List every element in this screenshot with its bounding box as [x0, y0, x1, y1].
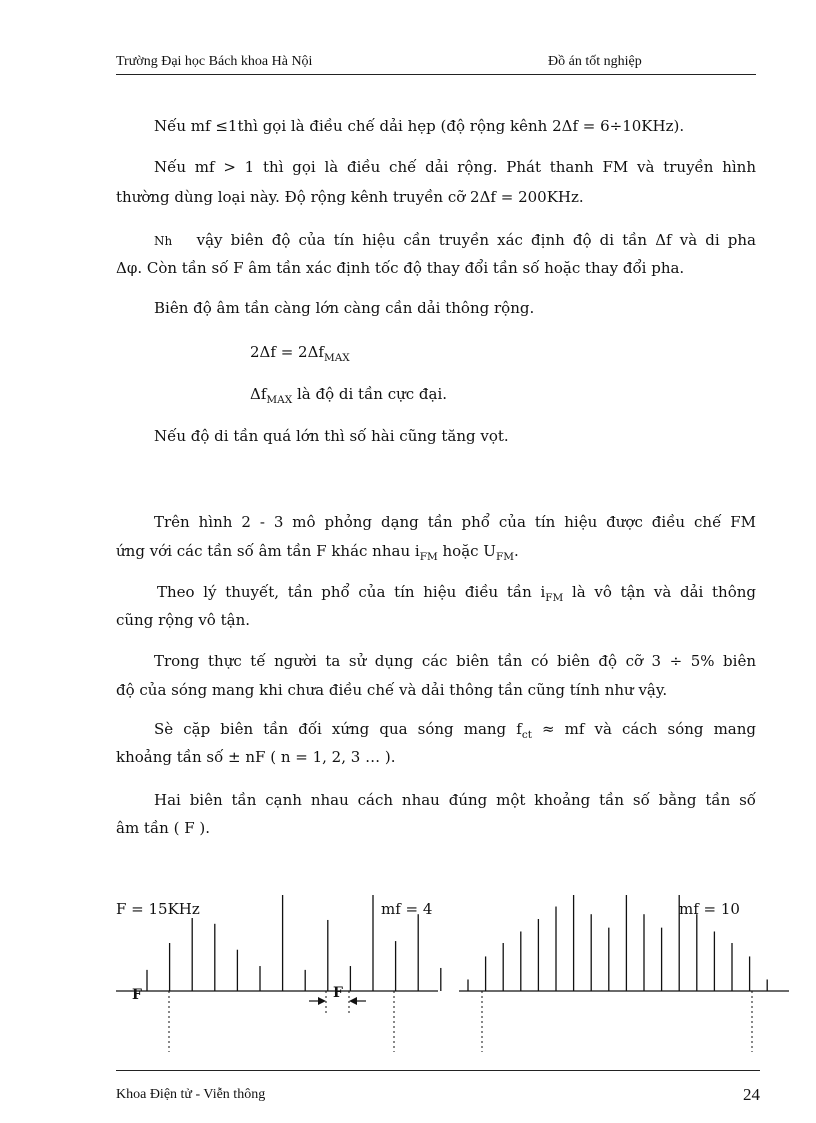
sub-ct: ct: [521, 729, 532, 741]
fragment-b: là vô tận và dải thông: [563, 583, 756, 601]
paragraph-amplitude-line2: Δφ. Còn tần số F âm tần xác định tốc độ thay đổi tần số hoặc thay đổi pha.: [116, 259, 685, 277]
header-university: Trường Đại học Bách khoa Hà Nội: [116, 54, 313, 69]
paragraph-pairs-line2: khoảng tần số ± nF ( n = 1, 2, 3 … ).: [116, 748, 396, 766]
definition-text: là độ di tần cực đại.: [292, 385, 448, 403]
f-arrowhead-left: [318, 997, 326, 1005]
paragraph-spacing-line2: âm tần ( F ).: [116, 819, 210, 837]
paragraph-spacing-line1: Hai biên tần cạnh nhau cách nhau đúng một khoảng tần số bằng tần số: [154, 791, 756, 809]
definition-symbol: Δf: [250, 385, 267, 403]
footer-faculty: Khoa Điện tử - Viễn thông: [116, 1087, 266, 1102]
fragment-a: ứng với các tần số âm tần F khác nhau i: [116, 542, 420, 560]
sub-fm-2: FM: [495, 551, 514, 563]
paragraph-practice-line2: độ của sóng mang khi chưa điều chế và dải thông tần cũng tính như vậy.: [116, 681, 668, 699]
paragraph-theory-line2: cũng rộng vô tận.: [116, 611, 250, 629]
header-doc-type: Đồ án tốt nghiệp: [548, 54, 642, 69]
paragraph-figure-ref-line1: Trên hình 2 - 3 mô phỏng dạng tần phổ của tín hiệu được điều chế FM: [154, 513, 756, 531]
paragraph-bandwidth: Biên độ âm tần càng lớn càng cần dải thông rộng.: [154, 299, 535, 317]
paragraph-practice-line1: Trong thực tế người ta sử dụng các biên tần có biên độ cỡ 3 ÷ 5% biên: [154, 652, 756, 670]
fragment-b: hoặc U: [437, 542, 496, 560]
fragment-rest: vậy biên độ của tín hiệu cần truyền xác định độ di tần Δf và di pha: [196, 231, 756, 249]
page-footer: [116, 1070, 760, 1111]
equation-main: 2Δf = 2Δf: [250, 343, 324, 361]
paragraph-narrowband: Nếu mf ≤1thì gọi là điều chế dải hẹp (độ rộng kênh 2Δf = 6÷10KHz).: [154, 117, 685, 135]
figure-f-left: F: [132, 987, 142, 1003]
fragment-a: Theo lý thuyết, tần phổ của tín hiệu điều tần i: [157, 583, 546, 601]
figure-f-mid: F: [333, 985, 343, 1001]
sub-fm-1: FM: [419, 551, 438, 563]
fragment-c: .: [514, 542, 519, 560]
page-number: 24: [743, 1085, 760, 1104]
figure-mf-left: mf = 4: [381, 900, 433, 918]
fragment-nh: Nh: [154, 234, 173, 248]
figure-mf-right: mf = 10: [679, 900, 740, 918]
fragment-a: Sè cặp biên tần đối xứng qua sóng mang f: [154, 720, 522, 738]
equation-sub: MAX: [323, 352, 350, 364]
figure-frequency-label: F = 15KHz: [116, 900, 200, 918]
paragraph-wideband-line1: Nếu mf > 1 thì gọi là điều chế dải rộng. Phát thanh FM và truyền hình: [154, 158, 756, 176]
definition-sub: MAX: [266, 394, 293, 406]
fragment-b: ≈ mf và cách sóng mang: [531, 720, 757, 738]
sub-fm: FM: [545, 592, 564, 604]
paragraph-wideband-line2: thường dùng loại này. Độ rộng kênh truyền cỡ 2Δf = 200KHz.: [116, 188, 584, 206]
f-arrowhead-right: [349, 997, 357, 1005]
paragraph-harmonics: Nếu độ di tần quá lớn thì số hài cũng tăng vọt.: [154, 427, 509, 445]
